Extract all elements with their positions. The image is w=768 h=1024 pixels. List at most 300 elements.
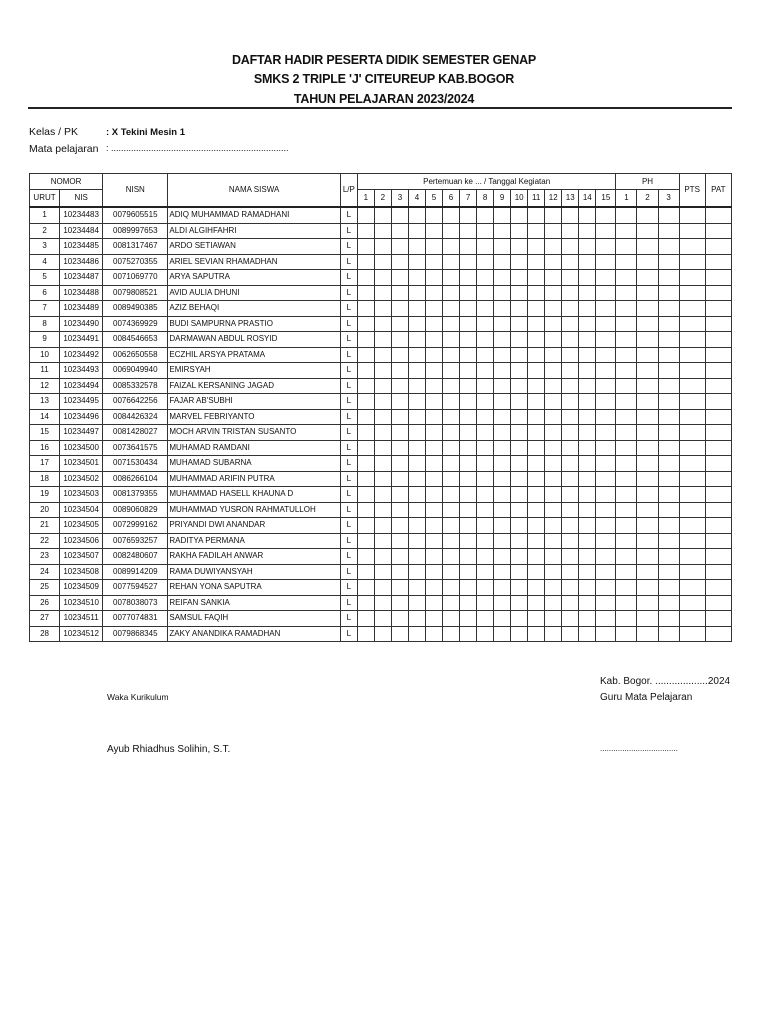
attendance-cell[interactable] [528, 580, 545, 596]
attendance-cell[interactable] [511, 409, 528, 425]
attendance-cell[interactable] [528, 440, 545, 456]
attendance-cell[interactable] [357, 595, 374, 611]
attendance-cell[interactable] [443, 270, 460, 286]
attendance-cell[interactable] [637, 347, 658, 363]
attendance-cell[interactable] [511, 285, 528, 301]
attendance-cell[interactable] [511, 378, 528, 394]
attendance-cell[interactable] [679, 254, 705, 270]
attendance-cell[interactable] [562, 347, 579, 363]
attendance-cell[interactable] [616, 487, 637, 503]
attendance-cell[interactable] [528, 316, 545, 332]
attendance-cell[interactable] [391, 239, 408, 255]
attendance-cell[interactable] [596, 487, 616, 503]
attendance-cell[interactable] [528, 254, 545, 270]
attendance-cell[interactable] [391, 254, 408, 270]
attendance-cell[interactable] [494, 518, 511, 534]
attendance-cell[interactable] [425, 502, 442, 518]
attendance-cell[interactable] [357, 611, 374, 627]
attendance-cell[interactable] [494, 533, 511, 549]
attendance-cell[interactable] [443, 595, 460, 611]
attendance-cell[interactable] [528, 518, 545, 534]
attendance-cell[interactable] [562, 425, 579, 441]
attendance-cell[interactable] [408, 394, 425, 410]
attendance-cell[interactable] [425, 518, 442, 534]
attendance-cell[interactable] [637, 595, 658, 611]
attendance-cell[interactable] [391, 595, 408, 611]
attendance-cell[interactable] [460, 347, 477, 363]
attendance-cell[interactable] [511, 316, 528, 332]
attendance-cell[interactable] [511, 595, 528, 611]
attendance-cell[interactable] [579, 595, 596, 611]
attendance-cell[interactable] [545, 270, 562, 286]
attendance-cell[interactable] [658, 580, 679, 596]
attendance-cell[interactable] [616, 440, 637, 456]
attendance-cell[interactable] [477, 285, 494, 301]
attendance-cell[interactable] [616, 502, 637, 518]
attendance-cell[interactable] [562, 595, 579, 611]
attendance-cell[interactable] [637, 611, 658, 627]
attendance-cell[interactable] [511, 363, 528, 379]
attendance-cell[interactable] [494, 347, 511, 363]
attendance-cell[interactable] [545, 425, 562, 441]
attendance-cell[interactable] [511, 580, 528, 596]
attendance-cell[interactable] [511, 456, 528, 472]
attendance-cell[interactable] [616, 223, 637, 239]
attendance-cell[interactable] [616, 580, 637, 596]
attendance-cell[interactable] [562, 440, 579, 456]
attendance-cell[interactable] [679, 518, 705, 534]
attendance-cell[interactable] [579, 254, 596, 270]
attendance-cell[interactable] [705, 223, 731, 239]
attendance-cell[interactable] [391, 564, 408, 580]
attendance-cell[interactable] [528, 285, 545, 301]
attendance-cell[interactable] [374, 239, 391, 255]
attendance-cell[interactable] [658, 270, 679, 286]
attendance-cell[interactable] [596, 394, 616, 410]
attendance-cell[interactable] [374, 394, 391, 410]
attendance-cell[interactable] [616, 301, 637, 317]
attendance-cell[interactable] [391, 580, 408, 596]
attendance-cell[interactable] [679, 595, 705, 611]
attendance-cell[interactable] [616, 595, 637, 611]
attendance-cell[interactable] [658, 564, 679, 580]
attendance-cell[interactable] [511, 207, 528, 223]
attendance-cell[interactable] [596, 456, 616, 472]
attendance-cell[interactable] [596, 595, 616, 611]
attendance-cell[interactable] [357, 564, 374, 580]
attendance-cell[interactable] [477, 239, 494, 255]
attendance-cell[interactable] [637, 207, 658, 223]
attendance-cell[interactable] [562, 626, 579, 642]
attendance-cell[interactable] [596, 518, 616, 534]
attendance-cell[interactable] [658, 533, 679, 549]
attendance-cell[interactable] [616, 239, 637, 255]
attendance-cell[interactable] [425, 564, 442, 580]
attendance-cell[interactable] [477, 394, 494, 410]
attendance-cell[interactable] [679, 580, 705, 596]
attendance-cell[interactable] [679, 394, 705, 410]
attendance-cell[interactable] [443, 425, 460, 441]
attendance-cell[interactable] [579, 270, 596, 286]
attendance-cell[interactable] [545, 301, 562, 317]
attendance-cell[interactable] [705, 332, 731, 348]
attendance-cell[interactable] [357, 285, 374, 301]
attendance-cell[interactable] [460, 254, 477, 270]
attendance-cell[interactable] [562, 378, 579, 394]
attendance-cell[interactable] [596, 611, 616, 627]
attendance-cell[interactable] [374, 207, 391, 223]
attendance-cell[interactable] [408, 363, 425, 379]
attendance-cell[interactable] [460, 564, 477, 580]
attendance-cell[interactable] [511, 502, 528, 518]
attendance-cell[interactable] [562, 363, 579, 379]
attendance-cell[interactable] [579, 301, 596, 317]
attendance-cell[interactable] [528, 270, 545, 286]
attendance-cell[interactable] [562, 207, 579, 223]
attendance-cell[interactable] [460, 301, 477, 317]
attendance-cell[interactable] [460, 285, 477, 301]
attendance-cell[interactable] [637, 270, 658, 286]
attendance-cell[interactable] [579, 533, 596, 549]
attendance-cell[interactable] [679, 533, 705, 549]
attendance-cell[interactable] [596, 549, 616, 565]
attendance-cell[interactable] [408, 270, 425, 286]
attendance-cell[interactable] [357, 223, 374, 239]
attendance-cell[interactable] [658, 316, 679, 332]
attendance-cell[interactable] [460, 378, 477, 394]
attendance-cell[interactable] [391, 316, 408, 332]
attendance-cell[interactable] [443, 363, 460, 379]
attendance-cell[interactable] [408, 502, 425, 518]
attendance-cell[interactable] [562, 332, 579, 348]
attendance-cell[interactable] [545, 316, 562, 332]
attendance-cell[interactable] [425, 471, 442, 487]
attendance-cell[interactable] [616, 533, 637, 549]
attendance-cell[interactable] [596, 564, 616, 580]
attendance-cell[interactable] [494, 456, 511, 472]
attendance-cell[interactable] [679, 239, 705, 255]
attendance-cell[interactable] [637, 533, 658, 549]
attendance-cell[interactable] [374, 378, 391, 394]
attendance-cell[interactable] [391, 425, 408, 441]
attendance-cell[interactable] [545, 549, 562, 565]
attendance-cell[interactable] [477, 502, 494, 518]
attendance-cell[interactable] [374, 564, 391, 580]
attendance-cell[interactable] [357, 316, 374, 332]
attendance-cell[interactable] [425, 611, 442, 627]
attendance-cell[interactable] [596, 270, 616, 286]
attendance-cell[interactable] [528, 239, 545, 255]
attendance-cell[interactable] [391, 456, 408, 472]
attendance-cell[interactable] [705, 254, 731, 270]
attendance-cell[interactable] [425, 223, 442, 239]
attendance-cell[interactable] [658, 456, 679, 472]
attendance-cell[interactable] [637, 564, 658, 580]
attendance-cell[interactable] [374, 549, 391, 565]
attendance-cell[interactable] [460, 487, 477, 503]
attendance-cell[interactable] [357, 626, 374, 642]
attendance-cell[interactable] [579, 456, 596, 472]
attendance-cell[interactable] [705, 456, 731, 472]
attendance-cell[interactable] [460, 471, 477, 487]
attendance-cell[interactable] [705, 378, 731, 394]
attendance-cell[interactable] [637, 239, 658, 255]
attendance-cell[interactable] [562, 301, 579, 317]
attendance-cell[interactable] [658, 347, 679, 363]
attendance-cell[interactable] [637, 363, 658, 379]
attendance-cell[interactable] [679, 440, 705, 456]
attendance-cell[interactable] [616, 518, 637, 534]
attendance-cell[interactable] [443, 239, 460, 255]
attendance-cell[interactable] [374, 316, 391, 332]
attendance-cell[interactable] [511, 518, 528, 534]
attendance-cell[interactable] [443, 471, 460, 487]
attendance-cell[interactable] [511, 471, 528, 487]
attendance-cell[interactable] [494, 332, 511, 348]
attendance-cell[interactable] [596, 316, 616, 332]
attendance-cell[interactable] [511, 301, 528, 317]
attendance-cell[interactable] [705, 580, 731, 596]
attendance-cell[interactable] [679, 347, 705, 363]
attendance-cell[interactable] [658, 301, 679, 317]
attendance-cell[interactable] [616, 471, 637, 487]
attendance-cell[interactable] [679, 363, 705, 379]
attendance-cell[interactable] [357, 270, 374, 286]
attendance-cell[interactable] [705, 409, 731, 425]
attendance-cell[interactable] [596, 363, 616, 379]
attendance-cell[interactable] [511, 239, 528, 255]
attendance-cell[interactable] [357, 409, 374, 425]
attendance-cell[interactable] [637, 456, 658, 472]
attendance-cell[interactable] [579, 626, 596, 642]
attendance-cell[interactable] [579, 518, 596, 534]
attendance-cell[interactable] [658, 239, 679, 255]
attendance-cell[interactable] [460, 611, 477, 627]
attendance-cell[interactable] [494, 239, 511, 255]
attendance-cell[interactable] [579, 239, 596, 255]
attendance-cell[interactable] [425, 332, 442, 348]
attendance-cell[interactable] [494, 487, 511, 503]
attendance-cell[interactable] [545, 456, 562, 472]
attendance-cell[interactable] [658, 549, 679, 565]
attendance-cell[interactable] [616, 409, 637, 425]
attendance-cell[interactable] [408, 409, 425, 425]
attendance-cell[interactable] [596, 285, 616, 301]
attendance-cell[interactable] [579, 285, 596, 301]
attendance-cell[interactable] [596, 254, 616, 270]
attendance-cell[interactable] [545, 285, 562, 301]
attendance-cell[interactable] [460, 207, 477, 223]
attendance-cell[interactable] [425, 378, 442, 394]
attendance-cell[interactable] [477, 425, 494, 441]
attendance-cell[interactable] [374, 254, 391, 270]
attendance-cell[interactable] [391, 487, 408, 503]
attendance-cell[interactable] [679, 332, 705, 348]
attendance-cell[interactable] [679, 564, 705, 580]
attendance-cell[interactable] [374, 347, 391, 363]
attendance-cell[interactable] [679, 285, 705, 301]
attendance-cell[interactable] [616, 363, 637, 379]
attendance-cell[interactable] [374, 440, 391, 456]
attendance-cell[interactable] [579, 440, 596, 456]
attendance-cell[interactable] [637, 440, 658, 456]
attendance-cell[interactable] [705, 347, 731, 363]
attendance-cell[interactable] [616, 564, 637, 580]
attendance-cell[interactable] [658, 394, 679, 410]
attendance-cell[interactable] [579, 394, 596, 410]
attendance-cell[interactable] [579, 549, 596, 565]
attendance-cell[interactable] [528, 549, 545, 565]
attendance-cell[interactable] [562, 533, 579, 549]
attendance-cell[interactable] [460, 223, 477, 239]
attendance-cell[interactable] [705, 595, 731, 611]
attendance-cell[interactable] [562, 502, 579, 518]
attendance-cell[interactable] [408, 347, 425, 363]
attendance-cell[interactable] [374, 301, 391, 317]
attendance-cell[interactable] [562, 285, 579, 301]
attendance-cell[interactable] [679, 425, 705, 441]
attendance-cell[interactable] [425, 425, 442, 441]
attendance-cell[interactable] [705, 549, 731, 565]
attendance-cell[interactable] [477, 518, 494, 534]
attendance-cell[interactable] [545, 502, 562, 518]
attendance-cell[interactable] [579, 471, 596, 487]
attendance-cell[interactable] [374, 518, 391, 534]
attendance-cell[interactable] [528, 394, 545, 410]
attendance-cell[interactable] [705, 270, 731, 286]
attendance-cell[interactable] [425, 347, 442, 363]
attendance-cell[interactable] [562, 270, 579, 286]
attendance-cell[interactable] [579, 409, 596, 425]
attendance-cell[interactable] [679, 502, 705, 518]
attendance-cell[interactable] [374, 533, 391, 549]
attendance-cell[interactable] [391, 626, 408, 642]
attendance-cell[interactable] [679, 378, 705, 394]
attendance-cell[interactable] [579, 564, 596, 580]
attendance-cell[interactable] [494, 285, 511, 301]
attendance-cell[interactable] [637, 626, 658, 642]
attendance-cell[interactable] [374, 580, 391, 596]
attendance-cell[interactable] [477, 363, 494, 379]
attendance-cell[interactable] [579, 580, 596, 596]
attendance-cell[interactable] [408, 223, 425, 239]
attendance-cell[interactable] [477, 378, 494, 394]
attendance-cell[interactable] [616, 254, 637, 270]
attendance-cell[interactable] [374, 270, 391, 286]
attendance-cell[interactable] [658, 487, 679, 503]
attendance-cell[interactable] [511, 347, 528, 363]
attendance-cell[interactable] [460, 363, 477, 379]
attendance-cell[interactable] [494, 409, 511, 425]
attendance-cell[interactable] [528, 626, 545, 642]
attendance-cell[interactable] [705, 285, 731, 301]
attendance-cell[interactable] [545, 363, 562, 379]
attendance-cell[interactable] [637, 487, 658, 503]
attendance-cell[interactable] [391, 207, 408, 223]
attendance-cell[interactable] [374, 223, 391, 239]
attendance-cell[interactable] [705, 207, 731, 223]
attendance-cell[interactable] [596, 239, 616, 255]
attendance-cell[interactable] [545, 332, 562, 348]
attendance-cell[interactable] [658, 425, 679, 441]
attendance-cell[interactable] [528, 207, 545, 223]
attendance-cell[interactable] [443, 611, 460, 627]
attendance-cell[interactable] [443, 580, 460, 596]
attendance-cell[interactable] [511, 394, 528, 410]
attendance-cell[interactable] [391, 518, 408, 534]
attendance-cell[interactable] [425, 549, 442, 565]
attendance-cell[interactable] [425, 456, 442, 472]
attendance-cell[interactable] [477, 549, 494, 565]
attendance-cell[interactable] [494, 270, 511, 286]
attendance-cell[interactable] [596, 409, 616, 425]
attendance-cell[interactable] [408, 254, 425, 270]
attendance-cell[interactable] [443, 440, 460, 456]
attendance-cell[interactable] [528, 347, 545, 363]
attendance-cell[interactable] [408, 626, 425, 642]
attendance-cell[interactable] [679, 223, 705, 239]
attendance-cell[interactable] [637, 409, 658, 425]
attendance-cell[interactable] [357, 378, 374, 394]
attendance-cell[interactable] [391, 440, 408, 456]
attendance-cell[interactable] [596, 301, 616, 317]
attendance-cell[interactable] [443, 285, 460, 301]
attendance-cell[interactable] [658, 285, 679, 301]
attendance-cell[interactable] [545, 533, 562, 549]
attendance-cell[interactable] [425, 595, 442, 611]
attendance-cell[interactable] [357, 254, 374, 270]
attendance-cell[interactable] [616, 394, 637, 410]
attendance-cell[interactable] [679, 471, 705, 487]
attendance-cell[interactable] [357, 456, 374, 472]
attendance-cell[interactable] [477, 533, 494, 549]
attendance-cell[interactable] [616, 549, 637, 565]
attendance-cell[interactable] [511, 223, 528, 239]
attendance-cell[interactable] [477, 207, 494, 223]
attendance-cell[interactable] [425, 270, 442, 286]
attendance-cell[interactable] [425, 487, 442, 503]
attendance-cell[interactable] [596, 533, 616, 549]
attendance-cell[interactable] [408, 425, 425, 441]
attendance-cell[interactable] [596, 378, 616, 394]
attendance-cell[interactable] [374, 502, 391, 518]
attendance-cell[interactable] [679, 611, 705, 627]
attendance-cell[interactable] [637, 518, 658, 534]
attendance-cell[interactable] [511, 487, 528, 503]
attendance-cell[interactable] [408, 285, 425, 301]
attendance-cell[interactable] [528, 301, 545, 317]
attendance-cell[interactable] [357, 425, 374, 441]
attendance-cell[interactable] [443, 254, 460, 270]
attendance-cell[interactable] [477, 487, 494, 503]
attendance-cell[interactable] [391, 471, 408, 487]
attendance-cell[interactable] [545, 347, 562, 363]
attendance-cell[interactable] [616, 378, 637, 394]
attendance-cell[interactable] [562, 409, 579, 425]
attendance-cell[interactable] [545, 409, 562, 425]
attendance-cell[interactable] [374, 487, 391, 503]
attendance-cell[interactable] [596, 580, 616, 596]
attendance-cell[interactable] [460, 239, 477, 255]
attendance-cell[interactable] [425, 580, 442, 596]
attendance-cell[interactable] [705, 502, 731, 518]
attendance-cell[interactable] [679, 549, 705, 565]
attendance-cell[interactable] [408, 332, 425, 348]
attendance-cell[interactable] [357, 502, 374, 518]
attendance-cell[interactable] [658, 223, 679, 239]
attendance-cell[interactable] [616, 347, 637, 363]
attendance-cell[interactable] [596, 440, 616, 456]
